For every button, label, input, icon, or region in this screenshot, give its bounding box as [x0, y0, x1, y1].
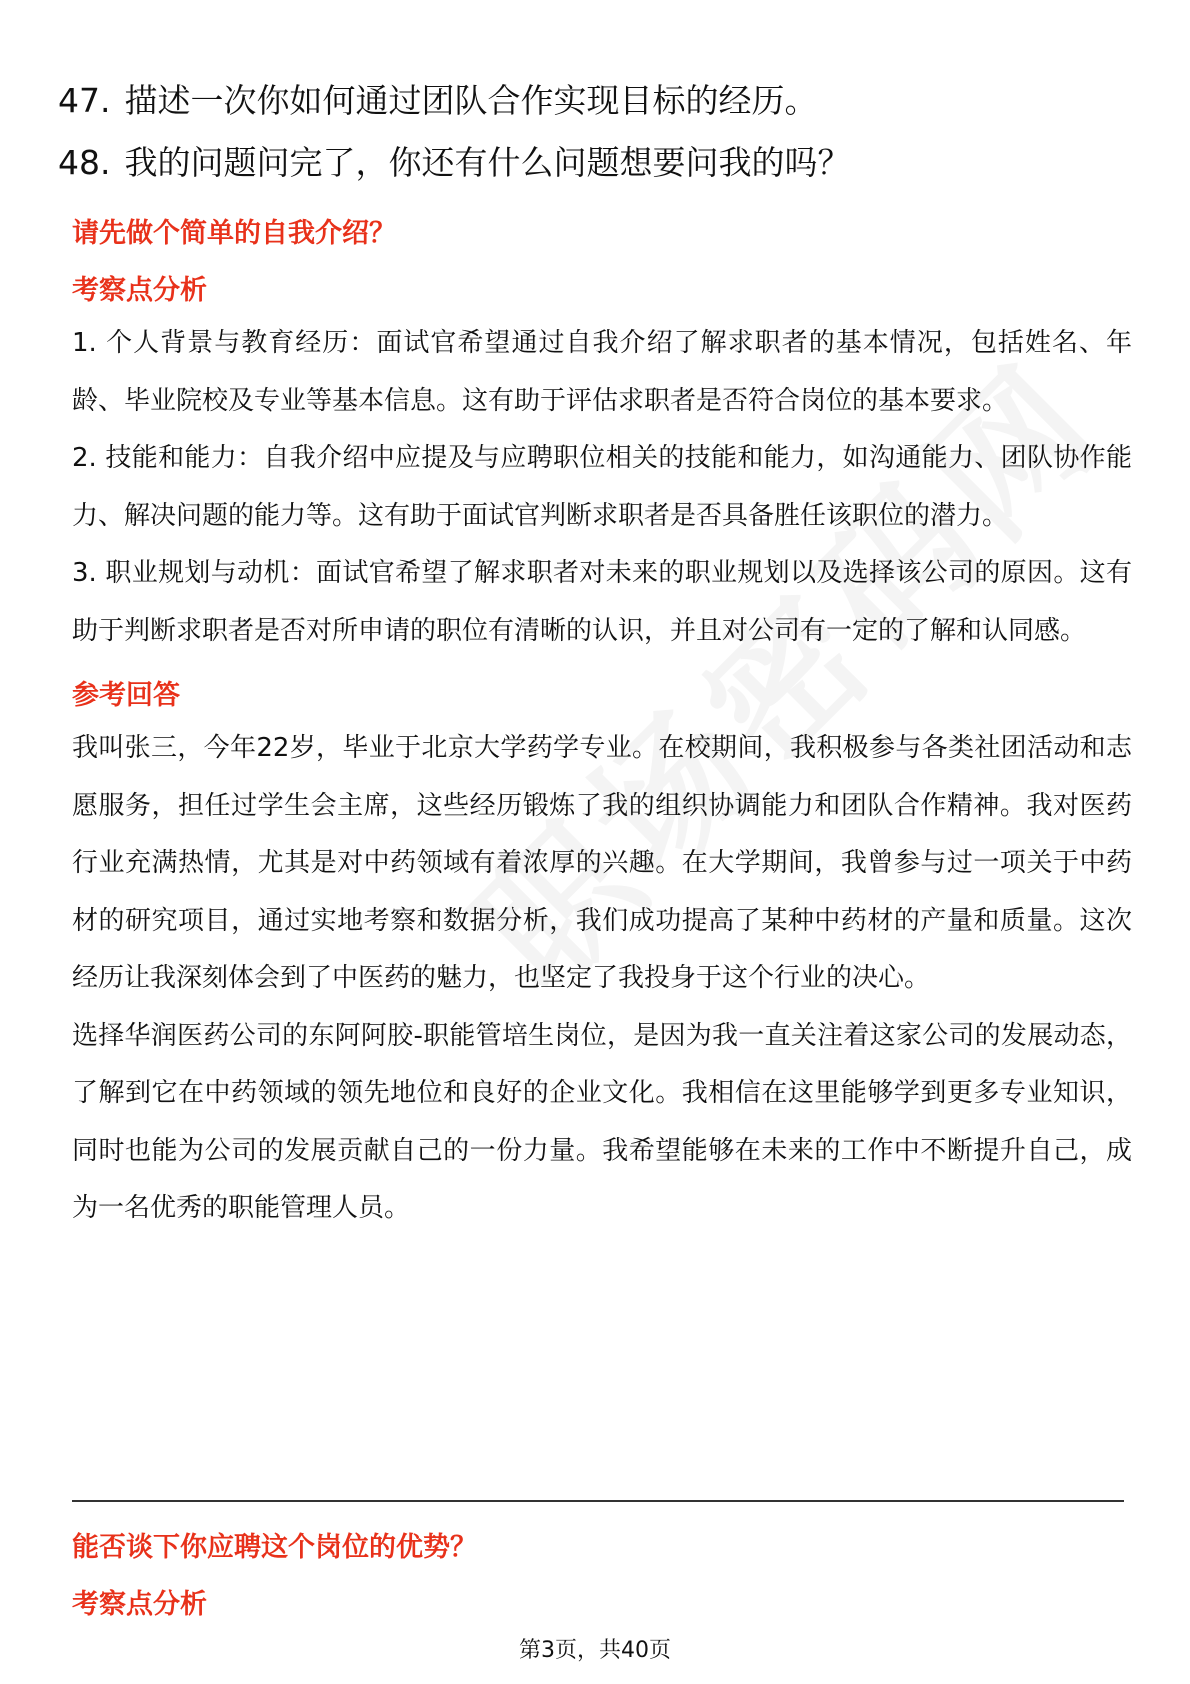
analysis-point: 1. 个人背景与教育经历：面试官希望通过自我介绍了解求职者的基本情况，包括姓名、年龄、毕业院校及专业等基本信息。这有助于评估求职者是否符合岗位的基本要求。: [72, 328, 1132, 416]
section-question-title: 请先做个简单的自我介绍？: [72, 218, 396, 249]
analysis-heading: 考察点分析: [72, 275, 207, 306]
answer-paragraph: 我叫张三，今年22岁，毕业于北京大学药学专业。在校期间，我积极参与各类社团活动和志愿服务，担任过学生会主席，这些经历锻炼了我的组织协调能力和团队合作精神。我对医药行业充满热情，尤其是对中药领域有着浓厚的兴趣。在大学期间，我曾参与过一项关于中药材的研究项目，通过实地考察和数据分析，我们成功提高了某种中药材的产量和质量。这次经历让我深刻体会到了中医药的魅力，也坚定了我投身于这个行业的决心。: [72, 733, 1132, 993]
question-item: [58, 70, 1148, 132]
question-section-advantage: [72, 1528, 1132, 1625]
analysis-point: 3. 职业规划与动机：面试官希望了解求职者对未来的职业规划以及选择该公司的原因。这有助于判断求职者是否对所申请的职位有清晰的认识，并且对公司有一定的了解和认同感。: [72, 558, 1132, 646]
question-number: 48.: [58, 143, 111, 182]
page-number: 第3页，共40页: [519, 1638, 671, 1663]
section-divider: [72, 1500, 1124, 1502]
question-list: [58, 70, 1148, 194]
section-question-title: 能否谈下你应聘这个岗位的优势？: [72, 1532, 477, 1563]
question-section-self-intro: [72, 214, 1132, 1238]
question-text: 我的问题问完了，你还有什么问题想要问我的吗？: [124, 143, 851, 182]
question-number: 47.: [58, 81, 111, 120]
analysis-heading: 考察点分析: [72, 1589, 207, 1620]
analysis-point: 2. 技能和能力：自我介绍中应提及与应聘职位相关的技能和能力，如沟通能力、团队协作能力、解决问题的能力等。这有助于面试官判断求职者是否具备胜任该职位的潜力。: [72, 443, 1132, 531]
question-text: 描述一次你如何通过团队合作实现目标的经历。: [124, 81, 818, 120]
question-item: [58, 132, 1148, 194]
answer-heading: 参考回答: [72, 680, 180, 711]
answer-paragraph: 选择华润医药公司的东阿阿胶-职能管培生岗位，是因为我一直关注着这家公司的发展动态，了解到它在中药领域的领先地位和良好的企业文化。我相信在这里能够学到更多专业知识，同时也能为公司的发展贡献自己的一份力量。我希望能够在未来的工作中不断提升自己，成为一名优秀的职能管理人员。: [72, 1020, 1132, 1223]
